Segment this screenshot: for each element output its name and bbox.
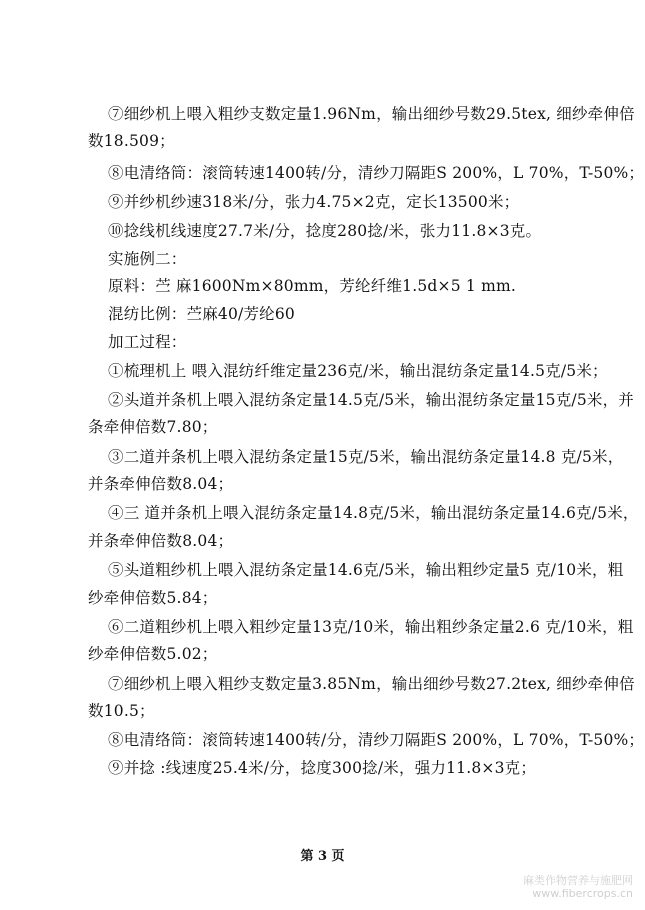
text-line: 原料：苎 麻1600Nm×80mm，芳纶纤维1.5d×5 1 mm. <box>108 277 516 295</box>
text-line: 纱牵伸倍数5.84； <box>88 589 218 607</box>
text-line: ④三 道并条机上喂入混纺条定量14.8克/5米，输出混纺条定量14.6克/5米， <box>108 504 639 522</box>
text-line: ⑦细纱机上喂入粗纱支数定量1.96Nm，输出细纱号数29.5tex, 细纱牵伸倍 <box>108 105 635 123</box>
section-heading: 实施例二： <box>108 250 187 268</box>
text-line: 并条牵伸倍数8.04； <box>88 475 234 493</box>
page-number: 第 3 页 <box>300 849 345 864</box>
text-line: ③二道并条机上喂入混纺条定量15克/5米，输出混纺条定量14.8 克/5米， <box>108 448 624 466</box>
watermark-title: 麻类作物营养与施肥网 <box>523 874 633 887</box>
watermark-url: www.fibercrops.cn <box>532 887 633 900</box>
text-line: ①梳理机上 喂入混纺纤维定量236克/米，输出混纺条定量14.5克/5米； <box>108 362 608 380</box>
text-line: ⑨并捻 :线速度25.4米/分，捻度300捻/米，强力11.8×3克； <box>108 759 537 777</box>
text-line: ⑨并纱机纱速318米/分，张力4.75×2克，定长13500米； <box>108 193 520 211</box>
text-line: 数10.5； <box>88 702 155 720</box>
text-line: 并条牵伸倍数8.04； <box>88 532 234 550</box>
text-line: ⑩捻线机线速度27.7米/分，捻度280捻/米，张力11.8×3克。 <box>108 222 542 240</box>
text-line: ⑧电清络筒：滚筒转速1400转/分，清纱刀隔距S 200%，L 70%，T-50%； <box>108 731 645 749</box>
text-line: ⑧电清络筒：滚筒转速1400转/分，清纱刀隔距S 200%，L 70%，T-50%； <box>108 164 645 182</box>
text-line: ②头道并条机上喂入混纺条定量14.5克/5米，输出混纺条定量15克/5米，并 <box>108 391 635 409</box>
text-line: 纱牵伸倍数5.02； <box>88 645 218 663</box>
text-line: ⑤头道粗纱机上喂入混纺条定量14.6克/5米，输出粗纱定量5 克/10米，粗 <box>108 561 624 579</box>
text-line: 加工过程： <box>108 333 187 351</box>
watermark <box>523 874 633 900</box>
text-line: 混纺比例：苎麻40/芳纶60 <box>108 305 295 323</box>
text-line: 数18.509； <box>88 132 175 150</box>
text-line: ⑦细纱机上喂入粗纱支数定量3.85Nm，输出细纱号数27.2tex, 细纱牵伸倍 <box>108 675 635 693</box>
text-line: ⑥二道粗纱机上喂入粗纱定量13克/10米，输出粗纱条定量2.6 克/10米，粗 <box>108 618 634 636</box>
text-line: 条牵伸倍数7.80； <box>88 418 218 436</box>
